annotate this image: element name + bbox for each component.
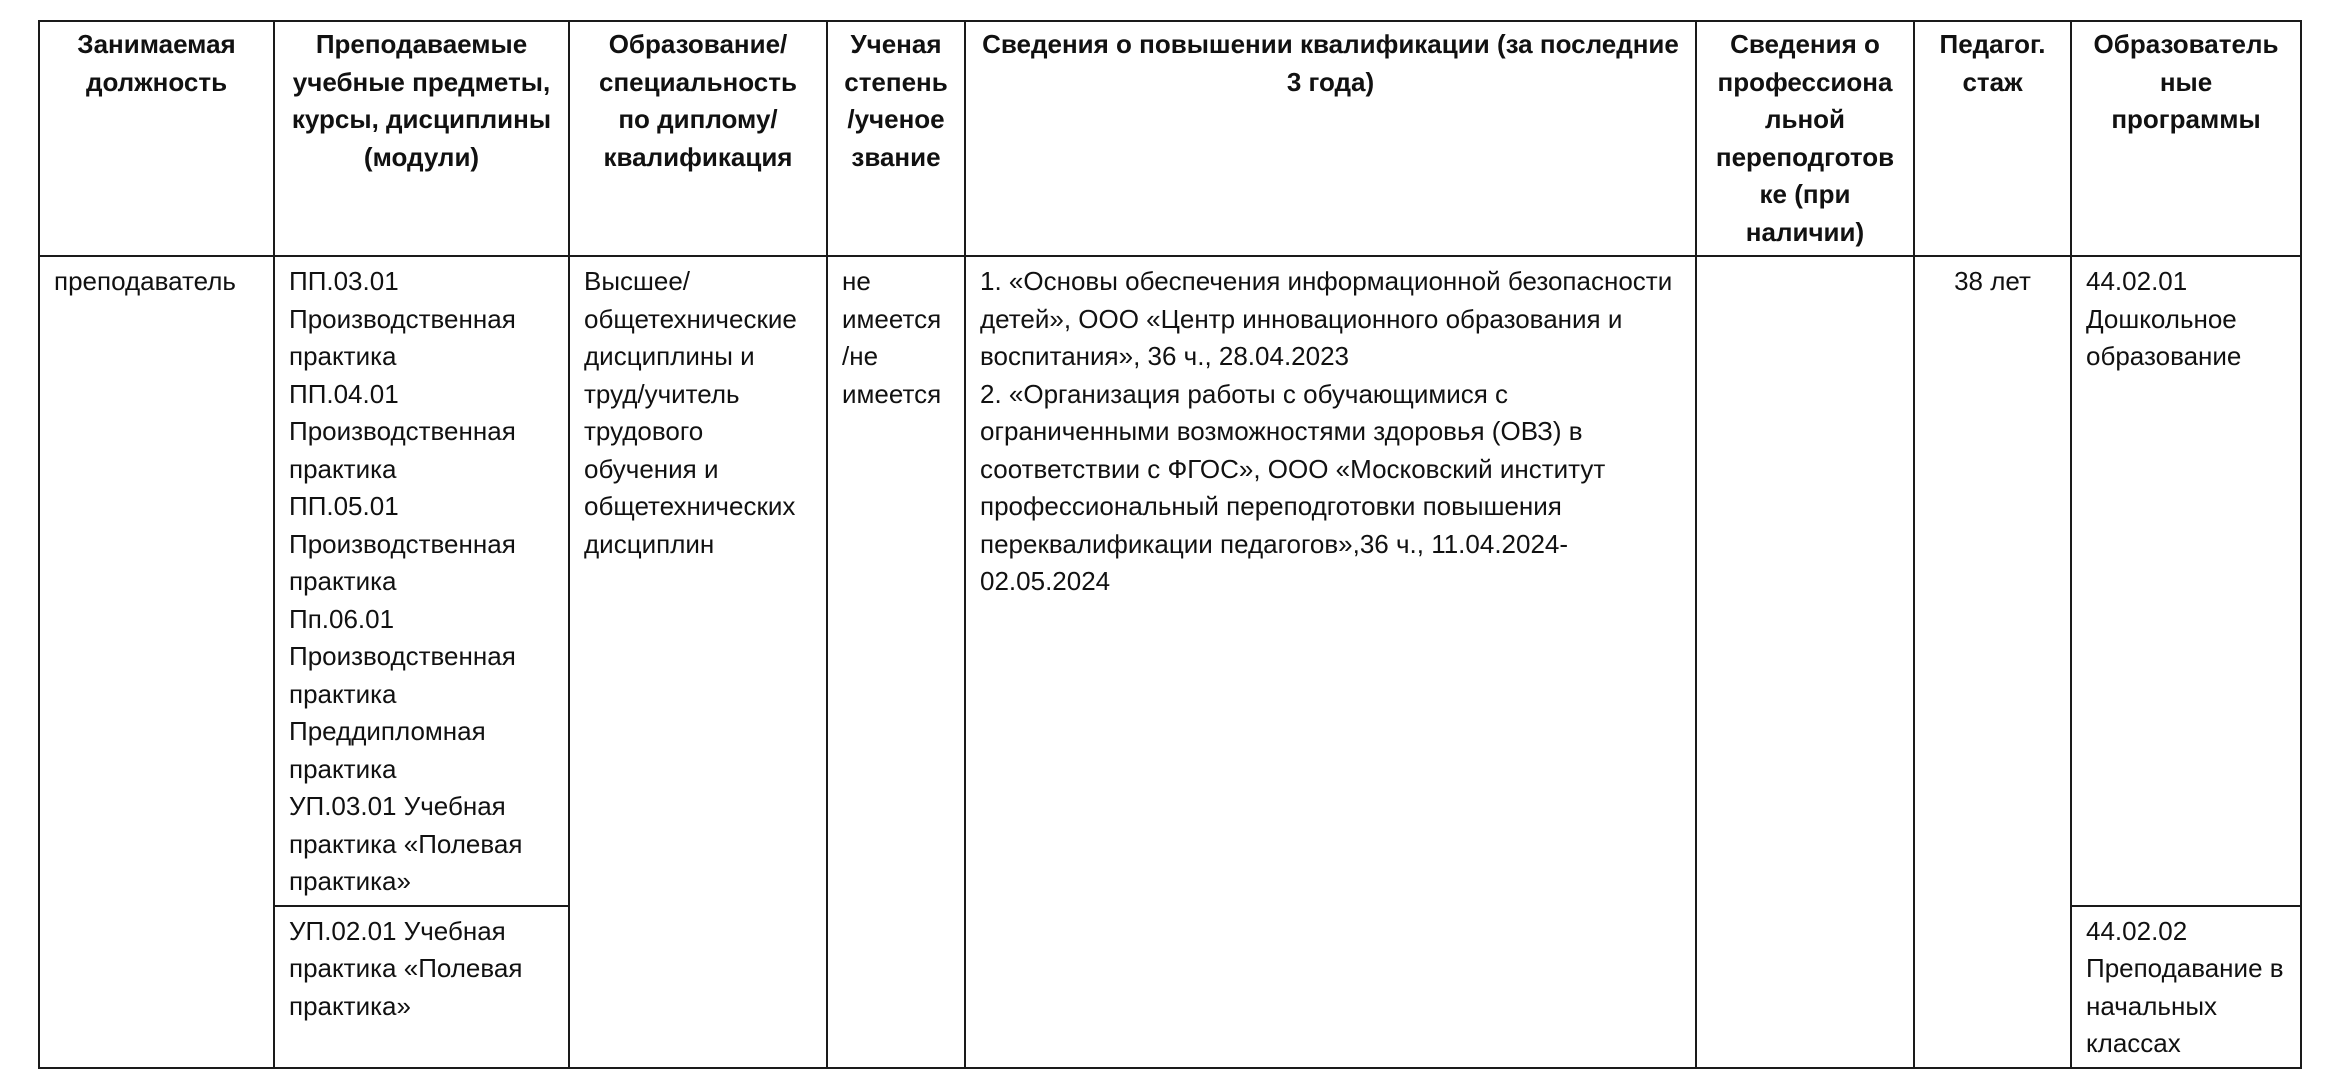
cell-qualification — [965, 256, 1696, 1068]
header-education: Образование/ специальность по диплому/квалификация — [569, 21, 827, 256]
cell-position: преподаватель — [39, 256, 274, 1068]
subject-item: Пп.06.01 Производственная практика — [289, 603, 516, 709]
cell-program-second: 44.02.02 Преподавание в начальных классах — [2071, 906, 2301, 1068]
header-degree: Ученая степень /ученое звание — [827, 21, 965, 256]
qualification-item: 2. «Организация работы с обучающимися с ограниченными возможностями здоровья (ОВЗ) в соответствии с ФГОС», ООО «Московский институт профессиональный переподготовки повышения переквалификации педагогов»,36 ч., 11.04.2024-02.05.2024 — [980, 378, 1606, 596]
subject-item: ПП.05.01 Производственная практика — [289, 491, 516, 596]
staff-table — [38, 20, 2302, 1069]
subject-item: ПП.04.01 Производственная практика — [289, 378, 516, 484]
cell-subjects — [274, 256, 569, 906]
qualification-item: 1. «Основы обеспечения информационной безопасности детей», ООО «Центр инновационного образования и воспитания», 36 ч., 28.04.2023 — [980, 266, 1673, 371]
subject-item: ПП.03.01 Производственная практика — [289, 266, 516, 371]
cell-education: Высшее/общетехнические дисциплины и труд/учитель трудового обучения и общетехнических дисциплин — [569, 256, 827, 1068]
header-programs: Образовательные программы — [2071, 21, 2301, 256]
header-experience: Педагог. стаж — [1914, 21, 2071, 256]
header-subjects: Преподаваемые учебные предметы, курсы, дисциплины (модули) — [274, 21, 569, 256]
table-row — [39, 256, 2301, 906]
cell-retraining — [1696, 256, 1914, 1068]
header-retraining: Сведения о профессиональной переподготовке (при наличии) — [1696, 21, 1914, 256]
cell-experience: 38 лет — [1914, 256, 2071, 1068]
header-row — [39, 21, 2301, 256]
header-position: Занимаемая должность — [39, 21, 274, 256]
cell-program-main: 44.02.01 Дошкольное образование — [2071, 256, 2301, 906]
document-page — [38, 20, 2300, 1069]
cell-subjects-second: УП.02.01 Учебная практика «Полевая практика» — [274, 906, 569, 1068]
subject-item: Преддипломная практика — [289, 716, 486, 784]
header-qualification: Сведения о повышении квалификации (за последние 3 года) — [965, 21, 1696, 256]
subject-item: УП.03.01 Учебная практика «Полевая практика» — [289, 791, 523, 896]
cell-degree: не имеется /не имеется — [827, 256, 965, 1068]
